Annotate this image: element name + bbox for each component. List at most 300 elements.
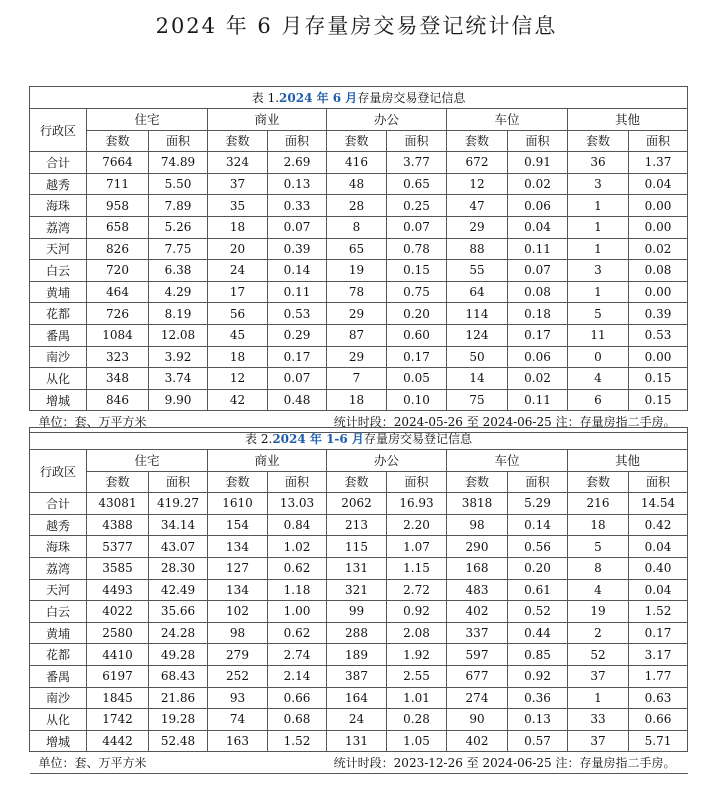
table-row (30, 493, 688, 515)
table-cell: 1.05 (387, 730, 447, 752)
table-cell: 34.14 (149, 514, 208, 536)
caption-prefix: 表 2. (245, 432, 273, 446)
table-cell: 0.11 (268, 281, 327, 303)
table-cell: 0.65 (387, 173, 447, 195)
table-cell: 3.77 (387, 152, 447, 174)
table-cell: 7.75 (149, 238, 208, 260)
unit-note: 单位：套、万平方米 (38, 415, 147, 430)
table-cell: 1.00 (268, 601, 327, 623)
table-cell: 0.02 (508, 173, 568, 195)
table-row (30, 324, 688, 346)
unit-note: 单位：套、万平方米 (38, 756, 147, 771)
district-name: 花都 (30, 303, 87, 325)
count-column-header: 套数 (208, 471, 268, 493)
table-cell: 3.17 (629, 644, 688, 666)
table-cell: 74.89 (149, 152, 208, 174)
table-cell: 13.03 (268, 493, 327, 515)
category-header: 车位 (447, 450, 568, 472)
table-cell: 4493 (87, 579, 149, 601)
table-cell: 0.06 (508, 346, 568, 368)
table-cell: 2.14 (268, 665, 327, 687)
district-name: 黄埔 (30, 622, 87, 644)
table-cell: 0 (568, 346, 629, 368)
table-cell: 52.48 (149, 730, 208, 752)
table-cell: 2580 (87, 622, 149, 644)
table-cell: 279 (208, 644, 268, 666)
table-cell: 68.43 (149, 665, 208, 687)
table-caption (30, 428, 688, 450)
table-cell: 0.66 (268, 687, 327, 709)
count-column-header: 套数 (208, 130, 268, 152)
table-cell: 4 (568, 579, 629, 601)
table-cell: 19 (568, 601, 629, 623)
table-cell: 0.39 (629, 303, 688, 325)
district-name: 合计 (30, 493, 87, 515)
table-cell: 0.84 (268, 514, 327, 536)
district-name: 荔湾 (30, 557, 87, 579)
table-cell: 0.78 (387, 238, 447, 260)
table-cell: 0.91 (508, 152, 568, 174)
table-cell: 3.74 (149, 368, 208, 390)
table-row (30, 173, 688, 195)
table-cell: 4388 (87, 514, 149, 536)
table-cell: 3818 (447, 493, 508, 515)
table-cell: 19 (327, 260, 387, 282)
table-cell: 134 (208, 536, 268, 558)
table-row (30, 665, 688, 687)
table-cell: 93 (208, 687, 268, 709)
table-cell: 2.69 (268, 152, 327, 174)
area-column-header: 面积 (387, 471, 447, 493)
count-column-header: 套数 (327, 130, 387, 152)
table-cell: 90 (447, 709, 508, 731)
table-cell: 1.77 (629, 665, 688, 687)
table-cell: 19.28 (149, 709, 208, 731)
table-cell: 0.05 (387, 368, 447, 390)
table-cell: 6.38 (149, 260, 208, 282)
table-cell: 131 (327, 557, 387, 579)
count-column-header: 套数 (87, 130, 149, 152)
table-cell: 134 (208, 579, 268, 601)
table-cell: 213 (327, 514, 387, 536)
table-cell: 65 (327, 238, 387, 260)
table-cell: 288 (327, 622, 387, 644)
table-cell: 0.11 (508, 389, 568, 411)
table-cell: 658 (87, 216, 149, 238)
table-cell: 0.17 (387, 346, 447, 368)
table-cell: 0.44 (508, 622, 568, 644)
table-cell: 28 (327, 195, 387, 217)
table-cell: 2 (568, 622, 629, 644)
district-column-header: 行政区 (30, 450, 87, 493)
table-cell: 0.40 (629, 557, 688, 579)
table-cell: 28.30 (149, 557, 208, 579)
table-row (30, 238, 688, 260)
table-cell: 323 (87, 346, 149, 368)
table-cell: 29 (327, 303, 387, 325)
count-column-header: 套数 (568, 471, 629, 493)
table-cell: 0.04 (508, 216, 568, 238)
table-cell: 4.29 (149, 281, 208, 303)
table-cell: 42 (208, 389, 268, 411)
table-cell: 45 (208, 324, 268, 346)
table-cell: 0.29 (268, 324, 327, 346)
table-cell: 7 (327, 368, 387, 390)
table-cell: 114 (447, 303, 508, 325)
table-cell: 0.20 (387, 303, 447, 325)
table-cell: 387 (327, 665, 387, 687)
table-cell: 8 (327, 216, 387, 238)
table-cell: 12.08 (149, 324, 208, 346)
table-cell: 0.85 (508, 644, 568, 666)
table-cell: 0.10 (387, 389, 447, 411)
table-cell: 274 (447, 687, 508, 709)
district-name: 合计 (30, 152, 87, 174)
table-cell: 0.48 (268, 389, 327, 411)
table-cell: 0.13 (508, 709, 568, 731)
table-cell: 1.07 (387, 536, 447, 558)
table-cell: 6197 (87, 665, 149, 687)
table-cell: 0.07 (268, 368, 327, 390)
table-cell: 0.04 (629, 579, 688, 601)
table-cell: 0.00 (629, 195, 688, 217)
table-cell: 6 (568, 389, 629, 411)
table-cell: 16.93 (387, 493, 447, 515)
table-cell: 64 (447, 281, 508, 303)
monthly-registration-table (29, 86, 688, 433)
district-name: 花都 (30, 644, 87, 666)
table-cell: 4410 (87, 644, 149, 666)
table-cell: 9.90 (149, 389, 208, 411)
district-name: 白云 (30, 601, 87, 623)
district-name: 从化 (30, 368, 87, 390)
table-cell: 216 (568, 493, 629, 515)
table-cell: 720 (87, 260, 149, 282)
table-cell: 154 (208, 514, 268, 536)
table-cell: 3 (568, 173, 629, 195)
district-name: 黄埔 (30, 281, 87, 303)
table-cell: 0.66 (629, 709, 688, 731)
district-name: 天河 (30, 579, 87, 601)
district-name: 增城 (30, 389, 87, 411)
table-cell: 0.28 (387, 709, 447, 731)
category-header: 商业 (208, 109, 327, 131)
table-cell: 0.36 (508, 687, 568, 709)
table-cell: 55 (447, 260, 508, 282)
table-cell: 17 (208, 281, 268, 303)
category-header: 办公 (327, 109, 447, 131)
area-column-header: 面积 (149, 130, 208, 152)
category-header: 商业 (208, 450, 327, 472)
table-cell: 87 (327, 324, 387, 346)
table-cell: 1.15 (387, 557, 447, 579)
table-cell: 1.02 (268, 536, 327, 558)
table-cell: 726 (87, 303, 149, 325)
table-cell: 18 (208, 346, 268, 368)
table-cell: 49.28 (149, 644, 208, 666)
table-cell: 2062 (327, 493, 387, 515)
table-cell: 1 (568, 238, 629, 260)
table-cell: 102 (208, 601, 268, 623)
table-cell: 0.15 (629, 389, 688, 411)
table-cell: 5 (568, 536, 629, 558)
table-cell: 2.72 (387, 579, 447, 601)
category-header: 其他 (568, 109, 688, 131)
table-cell: 164 (327, 687, 387, 709)
count-column-header: 套数 (447, 130, 508, 152)
district-name: 增城 (30, 730, 87, 752)
table-cell: 0.04 (629, 536, 688, 558)
table-cell: 98 (447, 514, 508, 536)
category-header: 车位 (447, 109, 568, 131)
district-name: 荔湾 (30, 216, 87, 238)
table-cell: 1742 (87, 709, 149, 731)
table-cell: 50 (447, 346, 508, 368)
ytd-registration-table (29, 427, 688, 774)
table-cell: 56 (208, 303, 268, 325)
table-cell: 0.02 (629, 238, 688, 260)
table-cell: 846 (87, 389, 149, 411)
table-cell: 24 (208, 260, 268, 282)
table-cell: 1.18 (268, 579, 327, 601)
table-cell: 14 (447, 368, 508, 390)
table-cell: 0.56 (508, 536, 568, 558)
table-cell: 0.17 (629, 622, 688, 644)
table-cell: 163 (208, 730, 268, 752)
table-cell: 0.39 (268, 238, 327, 260)
table-cell: 252 (208, 665, 268, 687)
table-cell: 0.42 (629, 514, 688, 536)
table-cell: 0.62 (268, 557, 327, 579)
count-column-header: 套数 (327, 471, 387, 493)
table-cell: 18 (327, 389, 387, 411)
table-cell: 0.17 (268, 346, 327, 368)
table-cell: 0.63 (629, 687, 688, 709)
table-cell: 37 (568, 665, 629, 687)
table-row (30, 622, 688, 644)
table-caption (30, 87, 688, 109)
area-column-header: 面积 (387, 130, 447, 152)
table-cell: 20 (208, 238, 268, 260)
caption-period: 2024 年 6 月 (279, 91, 358, 105)
table-cell: 0.57 (508, 730, 568, 752)
table-cell: 7664 (87, 152, 149, 174)
count-column-header: 套数 (568, 130, 629, 152)
table-cell: 29 (327, 346, 387, 368)
table-row (30, 346, 688, 368)
table-cell: 1845 (87, 687, 149, 709)
table-cell: 0.25 (387, 195, 447, 217)
table-row (30, 730, 688, 752)
table-cell: 0.52 (508, 601, 568, 623)
table-cell: 672 (447, 152, 508, 174)
table-cell: 2.20 (387, 514, 447, 536)
table-cell: 0.11 (508, 238, 568, 260)
district-name: 越秀 (30, 173, 87, 195)
table-cell: 24.28 (149, 622, 208, 644)
table-cell: 0.61 (508, 579, 568, 601)
category-header: 住宅 (87, 109, 208, 131)
table-cell: 78 (327, 281, 387, 303)
area-column-header: 面积 (268, 471, 327, 493)
table-cell: 0.08 (629, 260, 688, 282)
table-cell: 8.19 (149, 303, 208, 325)
table-cell: 0.18 (508, 303, 568, 325)
table-cell: 37 (568, 730, 629, 752)
table-cell: 12 (447, 173, 508, 195)
area-column-header: 面积 (508, 130, 568, 152)
caption-suffix: 存量房交易登记信息 (363, 432, 472, 446)
area-column-header: 面积 (149, 471, 208, 493)
table-cell: 4022 (87, 601, 149, 623)
table-cell: 5.50 (149, 173, 208, 195)
table-row (30, 260, 688, 282)
table-cell: 4442 (87, 730, 149, 752)
district-name: 番禺 (30, 324, 87, 346)
table-cell: 5 (568, 303, 629, 325)
caption-prefix: 表 1. (251, 91, 280, 105)
category-header: 办公 (327, 450, 447, 472)
table-cell: 11 (568, 324, 629, 346)
table-cell: 711 (87, 173, 149, 195)
table-cell: 43081 (87, 493, 149, 515)
category-header: 其他 (568, 450, 688, 472)
table-footer (30, 752, 688, 774)
table-cell: 3.92 (149, 346, 208, 368)
page-title: 2024 年 6 月存量房交易登记统计信息 (155, 14, 558, 38)
table-cell: 127 (208, 557, 268, 579)
table-cell: 0.53 (268, 303, 327, 325)
table-cell: 88 (447, 238, 508, 260)
table-cell: 0.08 (508, 281, 568, 303)
table-cell: 483 (447, 579, 508, 601)
district-name: 南沙 (30, 687, 87, 709)
table-cell: 2.55 (387, 665, 447, 687)
table-cell: 677 (447, 665, 508, 687)
table-row (30, 601, 688, 623)
table-cell: 0.15 (387, 260, 447, 282)
table-row (30, 514, 688, 536)
table-cell: 1 (568, 281, 629, 303)
table-cell: 74 (208, 709, 268, 731)
table-cell: 7.89 (149, 195, 208, 217)
table-row (30, 579, 688, 601)
caption-period: 2024 年 1-6 月 (272, 432, 364, 446)
table-cell: 5377 (87, 536, 149, 558)
table-cell: 35.66 (149, 601, 208, 623)
table-cell: 1.92 (387, 644, 447, 666)
area-column-header: 面积 (629, 471, 688, 493)
table-cell: 0.68 (268, 709, 327, 731)
table-row (30, 281, 688, 303)
table-cell: 402 (447, 730, 508, 752)
table-cell: 18 (568, 514, 629, 536)
caption-suffix: 存量房交易登记信息 (357, 91, 466, 105)
table-cell: 52 (568, 644, 629, 666)
table-cell: 115 (327, 536, 387, 558)
table-cell: 98 (208, 622, 268, 644)
table-cell: 402 (447, 601, 508, 623)
table-cell: 0.02 (508, 368, 568, 390)
table-cell: 36 (568, 152, 629, 174)
table-cell: 0.00 (629, 346, 688, 368)
table-cell: 0.14 (508, 514, 568, 536)
table-cell: 47 (447, 195, 508, 217)
table-cell: 0.92 (387, 601, 447, 623)
table-cell: 75 (447, 389, 508, 411)
district-name: 越秀 (30, 514, 87, 536)
area-column-header: 面积 (629, 130, 688, 152)
table-cell: 321 (327, 579, 387, 601)
table-cell: 1.52 (629, 601, 688, 623)
period-note: 统计时段：2024-05-26 至 2024-06-25 注：存量房指二手房。 (333, 415, 676, 430)
table-cell: 1084 (87, 324, 149, 346)
table-cell: 3585 (87, 557, 149, 579)
table-cell: 35 (208, 195, 268, 217)
table-cell: 0.00 (629, 216, 688, 238)
district-name: 白云 (30, 260, 87, 282)
table-cell: 826 (87, 238, 149, 260)
table-cell: 33 (568, 709, 629, 731)
table-cell: 0.17 (508, 324, 568, 346)
table-cell: 4 (568, 368, 629, 390)
table-row (30, 303, 688, 325)
table-cell: 0.00 (629, 281, 688, 303)
table-cell: 0.60 (387, 324, 447, 346)
district-name: 番禺 (30, 665, 87, 687)
table-row (30, 644, 688, 666)
table-cell: 0.20 (508, 557, 568, 579)
table-cell: 1 (568, 687, 629, 709)
count-column-header: 套数 (447, 471, 508, 493)
table-cell: 18 (208, 216, 268, 238)
area-column-header: 面积 (508, 471, 568, 493)
table-cell: 124 (447, 324, 508, 346)
table-row (30, 709, 688, 731)
table-cell: 2.74 (268, 644, 327, 666)
table-row (30, 389, 688, 411)
table-cell: 0.15 (629, 368, 688, 390)
table-cell: 0.62 (268, 622, 327, 644)
district-name: 南沙 (30, 346, 87, 368)
table-cell: 168 (447, 557, 508, 579)
table-cell: 0.75 (387, 281, 447, 303)
table-cell: 464 (87, 281, 149, 303)
district-column-header: 行政区 (30, 109, 87, 152)
table-cell: 348 (87, 368, 149, 390)
table-cell: 43.07 (149, 536, 208, 558)
table-cell: 1 (568, 195, 629, 217)
table-row (30, 368, 688, 390)
district-name: 天河 (30, 238, 87, 260)
period-note: 统计时段：2023-12-26 至 2024-06-25 注：存量房指二手房。 (333, 756, 676, 771)
table-row (30, 536, 688, 558)
table-cell: 0.53 (629, 324, 688, 346)
count-column-header: 套数 (87, 471, 149, 493)
table-cell: 337 (447, 622, 508, 644)
table-cell: 1610 (208, 493, 268, 515)
table-cell: 1.01 (387, 687, 447, 709)
table-cell: 189 (327, 644, 387, 666)
table-row (30, 557, 688, 579)
table-cell: 0.07 (387, 216, 447, 238)
table-cell: 0.07 (268, 216, 327, 238)
table-cell: 0.06 (508, 195, 568, 217)
table-cell: 419.27 (149, 493, 208, 515)
table-cell: 324 (208, 152, 268, 174)
table-cell: 5.71 (629, 730, 688, 752)
district-name: 从化 (30, 709, 87, 731)
